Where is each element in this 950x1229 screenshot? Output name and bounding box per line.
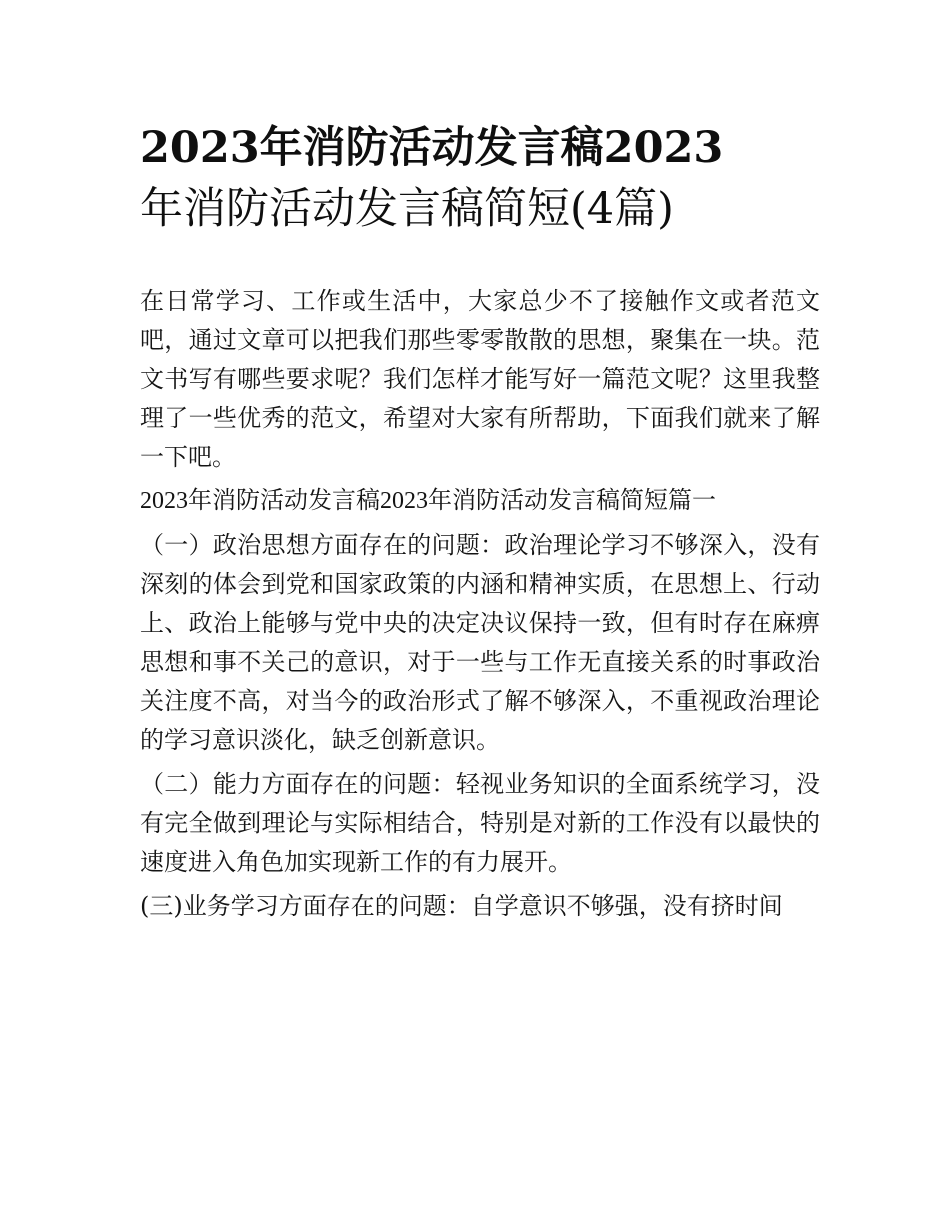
document-title — [140, 118, 820, 240]
paragraph-ability: （二）能力方面存在的问题：轻视业务知识的全面系统学习，没有完全做到理论与实际相结合，特别是对新的工作没有以最快的速度进入角色加实现新工作的有力展开。 — [140, 770, 820, 876]
paragraph-study: (三)业务学习方面存在的问题：自学意识不够强，没有挤时间 — [140, 892, 783, 920]
paragraph-political: （一）政治思想方面存在的问题：政治理论学习不够深入，没有深刻的体会到党和国家政策的内涵和精神实质，在思想上、行动上、政治上能够与党中央的决定决议保持一致，但有时存在麻痹思想和事不关己的意识，对于一些与工作无直接关系的时事政治关注度不高，对当今的政治形式了解不够深入，不重视政治理论的学习意识淡化，缺乏创新意识。 — [140, 531, 820, 754]
intro-paragraph: 在日常学习、工作或生活中，大家总少不了接触作文或者范文吧，通过文章可以把我们那些零零散散的思想，聚集在一块。范文书写有哪些要求呢？我们怎样才能写好一篇范文呢？这里我整理了一些优秀的范文，希望对大家有所帮助，下面我们就来了解一下吧。 — [140, 287, 820, 471]
title-line-2: 年消防活动发言稿简短(4篇) — [140, 184, 674, 234]
title-line-1: 2023年消防活动发言稿2023 — [140, 123, 724, 173]
section-heading: 2023年消防活动发言稿2023年消防活动发言稿简短篇一 — [140, 488, 716, 514]
document-body — [140, 282, 820, 931]
